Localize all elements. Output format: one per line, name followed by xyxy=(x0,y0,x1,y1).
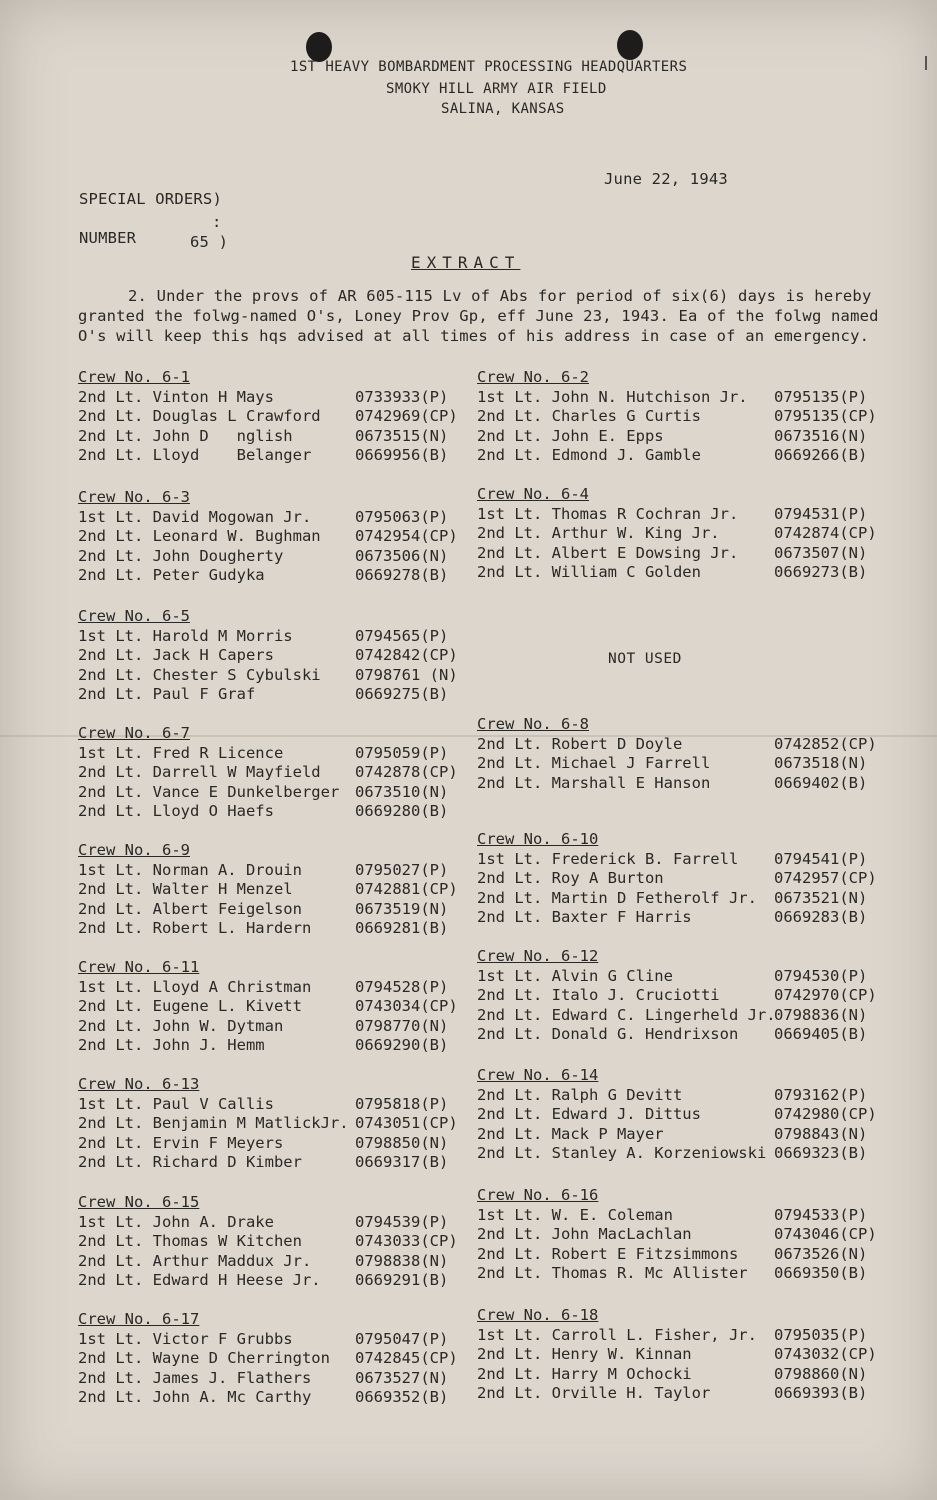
officer-serial: 0798860(N) xyxy=(774,1364,868,1383)
leave-paragraph: 2. Under the provs of AR 605-115 Lv of Abs for period of six(6) days is hereby granted the folwg-named O's, Loney Prov Gp, eff June 23, 1943. Ea of the folwg named O's will keep this hqs advised at all times of his address in case of an emergency. xyxy=(78,287,879,345)
officer-name: 1st Lt. Harold M Morris xyxy=(78,626,293,645)
crew-block xyxy=(477,368,877,466)
crew-member-row xyxy=(477,1085,868,1106)
crew-member-row xyxy=(78,919,449,939)
officer-name: 2nd Lt. John Dougherty xyxy=(78,546,284,565)
officer-name: 2nd Lt. Albert E Dowsing Jr. xyxy=(477,543,739,562)
officer-serial: 0673507(N) xyxy=(774,543,868,562)
officer-serial: 0669280(B) xyxy=(355,802,449,820)
crew-block xyxy=(477,1066,877,1164)
crew-title: Crew No. 6-11 xyxy=(78,958,200,976)
officer-serial: 0673526(N) xyxy=(774,1244,868,1263)
crew-member-row xyxy=(477,1105,877,1125)
number-label: NUMBER xyxy=(79,229,137,247)
crew-title: Crew No. 6-4 xyxy=(477,485,589,503)
officer-name: 1st Lt. Alvin G Cline xyxy=(477,966,673,985)
crew-member-row xyxy=(477,1384,868,1404)
officer-serial: 0795035(P) xyxy=(774,1325,868,1344)
crew-member-row xyxy=(477,1124,868,1145)
officer-name: 2nd Lt. Edward J. Dittus xyxy=(477,1105,701,1123)
crew-title: Crew No. 6-3 xyxy=(78,488,190,506)
officer-serial: 0795059(P) xyxy=(355,743,449,762)
officer-serial: 0669291(B) xyxy=(355,1271,449,1289)
officer-serial: 0743034(CP) xyxy=(355,997,458,1015)
crew-block xyxy=(78,841,458,939)
crew-title: Crew No. 6-9 xyxy=(78,841,190,859)
crew-member-row xyxy=(78,1368,449,1389)
officer-serial: 0673515(N) xyxy=(355,426,449,445)
crew-title: Crew No. 6-12 xyxy=(477,947,599,965)
officer-name: 1st Lt. Carroll L. Fisher, Jr. xyxy=(477,1325,757,1344)
officer-serial: 0795047(P) xyxy=(355,1329,449,1348)
crew-member-row xyxy=(78,446,449,466)
crew-member-row xyxy=(78,685,449,705)
officer-serial: 0794539(P) xyxy=(355,1212,449,1231)
crew-member-row xyxy=(78,1329,449,1350)
crew-member-row xyxy=(78,763,458,783)
officer-serial: 0794530(P) xyxy=(774,966,868,985)
crew-member-row xyxy=(477,1325,868,1346)
officer-name: 1st Lt. Frederick B. Farrell xyxy=(477,849,739,868)
officer-name: 2nd Lt. John D nglish xyxy=(78,426,293,445)
officer-name: 2nd Lt. Edward C. Lingerheld Jr. xyxy=(477,1005,776,1024)
crew-member-row xyxy=(78,426,449,447)
officer-serial: 0669350(B) xyxy=(774,1264,868,1282)
crew-member-row xyxy=(78,1388,449,1408)
crew-member-row xyxy=(78,507,449,528)
crew-member-row xyxy=(78,1094,449,1115)
officer-name: 2nd Lt. Vinton H Mays xyxy=(78,387,274,406)
crew-title: Crew No. 6-8 xyxy=(477,715,589,733)
crew-member-row xyxy=(477,986,877,1006)
crew-block xyxy=(78,1310,458,1408)
officer-serial: 0669402(B) xyxy=(774,773,868,792)
officer-name: 2nd Lt. Charles G Curtis xyxy=(477,407,701,425)
crew-block xyxy=(78,368,458,466)
crew-member-row xyxy=(78,743,449,764)
officer-name: 2nd Lt. John A. Mc Carthy xyxy=(78,1388,312,1406)
officer-name: 2nd Lt. Stanley A. Korzeniowski xyxy=(477,1144,767,1162)
crew-member-row xyxy=(78,646,458,666)
crew-member-row xyxy=(477,1244,868,1265)
officer-name: 2nd Lt. John MacLachlan xyxy=(477,1225,692,1243)
order-date: June 22, 1943 xyxy=(604,170,728,188)
crew-member-row xyxy=(477,426,868,447)
crew-member-row xyxy=(477,908,868,928)
crew-member-row xyxy=(78,899,449,920)
officer-name: 2nd Lt. Italo J. Cruciotti xyxy=(477,986,720,1004)
officer-name: 2nd Lt. Roy A Burton xyxy=(477,869,664,887)
crew-member-row xyxy=(78,1133,449,1154)
officer-name: 2nd Lt. Richard D Kimber xyxy=(78,1153,302,1171)
officer-serial: 0798770(N) xyxy=(355,1016,449,1035)
officer-name: 1st Lt. W. E. Coleman xyxy=(477,1205,673,1224)
officer-name: 2nd Lt. Albert Feigelson xyxy=(78,899,302,918)
officer-name: 2nd Lt. Martin D Fetherolf Jr. xyxy=(477,888,757,907)
crew-member-row xyxy=(477,754,868,774)
crew-member-row xyxy=(477,1345,877,1365)
crew-block xyxy=(78,958,458,1056)
officer-serial: 0742969(CP) xyxy=(355,407,458,425)
officer-serial: 0669323(B) xyxy=(774,1144,868,1162)
punch-hole-right xyxy=(617,30,643,60)
officer-name: 1st Lt. Paul V Callis xyxy=(78,1094,274,1113)
officer-name: 2nd Lt. Robert L. Hardern xyxy=(78,919,312,937)
crew-member-row xyxy=(78,626,449,647)
officer-name: 2nd Lt. Marshall E Hanson xyxy=(477,773,711,792)
extract-title: EXTRACT xyxy=(411,253,521,272)
officer-name: 2nd Lt. Eugene L. Kivett xyxy=(78,997,302,1015)
officer-name: 2nd Lt. Edward H Heese Jr. xyxy=(78,1271,321,1289)
officer-name: 2nd Lt. Darrell W Mayfield xyxy=(78,763,321,781)
crew-block xyxy=(477,830,877,928)
officer-serial: 0669317(B) xyxy=(355,1153,449,1171)
officer-serial: 0669281(B) xyxy=(355,919,449,937)
officer-serial: 0794565(P) xyxy=(355,626,449,645)
crew-member-row xyxy=(477,1364,868,1385)
officer-serial: 0669956(B) xyxy=(355,446,449,464)
officer-serial: 0742881(CP) xyxy=(355,880,458,898)
crew-member-row xyxy=(477,1225,877,1245)
officer-name: 2nd Lt. Baxter F Harris xyxy=(477,908,692,926)
crew-member-row xyxy=(78,1232,458,1252)
crew-member-row xyxy=(78,566,449,586)
officer-serial: 0673506(N) xyxy=(355,546,449,565)
officer-serial: 0673516(N) xyxy=(774,426,868,445)
officer-name: 2nd Lt. Michael J Farrell xyxy=(477,754,711,772)
officer-name: 2nd Lt. Orville H. Taylor xyxy=(477,1384,711,1402)
officer-name: 2nd Lt. John E. Epps xyxy=(477,426,664,445)
crew-member-row xyxy=(477,1264,868,1284)
crew-member-row xyxy=(477,446,868,466)
crew-member-row xyxy=(78,1114,458,1134)
officer-name: 1st Lt. John A. Drake xyxy=(78,1212,274,1231)
officer-name: 1st Lt. David Mogowan Jr. xyxy=(78,507,312,526)
officer-name: 1st Lt. John N. Hutchison Jr. xyxy=(477,387,748,406)
crew-member-row xyxy=(78,880,458,900)
crew-title: Crew No. 6-10 xyxy=(477,830,599,848)
officer-serial: 0669275(B) xyxy=(355,685,449,703)
crew-member-row xyxy=(477,387,868,408)
officer-name: 2nd Lt. Wayne D Cherrington xyxy=(78,1349,330,1367)
crew-block xyxy=(477,715,877,793)
crew-member-row xyxy=(477,773,868,794)
officer-serial: 0669273(B) xyxy=(774,563,868,581)
officer-serial: 0669393(B) xyxy=(774,1384,868,1402)
crew-member-row xyxy=(78,1271,449,1291)
crew-member-row xyxy=(477,1025,868,1045)
crew-title: Crew No. 6-2 xyxy=(477,368,589,386)
crew-member-row xyxy=(78,782,449,803)
crew-member-row xyxy=(78,1016,449,1037)
officer-serial: 0743032(CP) xyxy=(774,1345,877,1363)
officer-serial: 0795027(P) xyxy=(355,860,449,879)
officer-name: 2nd Lt. Douglas L Crawford xyxy=(78,407,321,425)
crew-member-row xyxy=(78,407,458,427)
officer-name: 2nd Lt. Robert E Fitzsimmons xyxy=(477,1244,739,1263)
officer-name: 2nd Lt. Vance E Dunkelberger xyxy=(78,782,340,801)
crew-block xyxy=(477,1306,877,1404)
crew-member-row xyxy=(78,977,449,998)
officer-name: 1st Lt. Victor F Grubbs xyxy=(78,1329,293,1348)
crew-member-row xyxy=(477,849,868,870)
officer-serial: 0673521(N) xyxy=(774,888,868,907)
crew-member-row xyxy=(78,1212,449,1233)
crew-title: Crew No. 6-1 xyxy=(78,368,190,386)
officer-serial: 0742874(CP) xyxy=(774,524,877,542)
officer-name: 2nd Lt. Mack P Mayer xyxy=(477,1124,664,1143)
officer-serial: 0795063(P) xyxy=(355,507,449,526)
edge-mark xyxy=(925,56,927,70)
officer-serial: 0742957(CP) xyxy=(774,869,877,887)
officer-serial: 0669352(B) xyxy=(355,1388,449,1406)
officer-name: 1st Lt. Lloyd A Christman xyxy=(78,977,312,996)
officer-serial: 0794528(P) xyxy=(355,977,449,996)
officer-name: 2nd Lt. Ervin F Meyers xyxy=(78,1133,284,1152)
crew-member-row xyxy=(78,1251,449,1272)
officer-serial: 0742845(CP) xyxy=(355,1349,458,1367)
crew-member-row xyxy=(477,1144,868,1164)
officer-name: 1st Lt. Thomas R Cochran Jr. xyxy=(477,504,739,523)
header-line-1: 1ST HEAVY BOMBARDMENT PROCESSING HEADQUARTERS xyxy=(290,59,688,75)
officer-name: 2nd Lt. James J. Flathers xyxy=(78,1368,312,1387)
officer-serial: 0794531(P) xyxy=(774,504,868,523)
officer-serial: 0673527(N) xyxy=(355,1368,449,1387)
officer-serial: 0795135(P) xyxy=(774,387,868,406)
officer-serial: 0743033(CP) xyxy=(355,1232,458,1250)
number-value: 65 ) xyxy=(190,233,229,251)
crew-member-row xyxy=(78,997,458,1017)
crew-member-row xyxy=(477,1205,868,1226)
officer-serial: 0742842(CP) xyxy=(355,646,458,664)
officer-name: 2nd Lt. William C Golden xyxy=(477,563,701,581)
officer-name: 2nd Lt. Donald G. Hendrixson xyxy=(477,1025,739,1043)
crew-block xyxy=(78,607,458,705)
officer-serial: 0669278(B) xyxy=(355,566,449,584)
header-line-3: SALINA, KANSAS xyxy=(441,101,565,117)
header-line-2: SMOKY HILL ARMY AIR FIELD xyxy=(386,81,607,97)
officer-serial: 0673519(N) xyxy=(355,899,449,918)
officer-serial: 0795818(P) xyxy=(355,1094,449,1113)
crew-title: Crew No. 6-14 xyxy=(477,1066,599,1084)
crew-member-row xyxy=(78,546,449,567)
crew-block xyxy=(477,485,877,583)
crew-member-row xyxy=(78,860,449,881)
officer-serial: 0669283(B) xyxy=(774,908,868,926)
crew-title: Crew No. 6-13 xyxy=(78,1075,200,1093)
crew-member-row xyxy=(78,665,458,686)
not-used-label: NOT USED xyxy=(608,651,682,667)
crew-block xyxy=(78,488,458,586)
officer-serial: 0794541(P) xyxy=(774,849,868,868)
officer-serial: 0794533(P) xyxy=(774,1205,868,1224)
crew-block xyxy=(477,1186,877,1284)
crew-member-row xyxy=(477,563,868,583)
officer-name: 2nd Lt. Harry M Ochocki xyxy=(477,1364,692,1383)
crew-member-row xyxy=(78,1153,449,1173)
crew-title: Crew No. 6-16 xyxy=(477,1186,599,1204)
crew-title: Crew No. 6-5 xyxy=(78,607,190,625)
officer-name: 2nd Lt. John W. Dytman xyxy=(78,1016,284,1035)
crew-title: Crew No. 6-7 xyxy=(78,724,190,742)
officer-name: 2nd Lt. Edmond J. Gamble xyxy=(477,446,701,464)
officer-serial: 0742970(CP) xyxy=(774,986,877,1004)
crew-member-row xyxy=(78,387,449,408)
officer-name: 2nd Lt. Thomas R. Mc Allister xyxy=(477,1264,748,1282)
crew-member-row xyxy=(477,888,868,909)
officer-name: 2nd Lt. John J. Hemm xyxy=(78,1036,265,1054)
crew-title: Crew No. 6-15 xyxy=(78,1193,200,1211)
officer-name: 1st Lt. Fred R Licence xyxy=(78,743,284,762)
crew-member-row xyxy=(78,1349,458,1369)
crew-member-row xyxy=(477,966,868,987)
officer-serial: 0669290(B) xyxy=(355,1036,449,1054)
crew-block xyxy=(477,947,877,1045)
officer-serial: 0673518(N) xyxy=(774,754,868,772)
crew-member-row xyxy=(477,869,877,889)
crew-member-row xyxy=(477,504,868,525)
officer-name: 2nd Lt. Henry W. Kinnan xyxy=(477,1345,692,1363)
officer-name: 2nd Lt. Thomas W Kitchen xyxy=(78,1232,302,1250)
officer-name: 2nd Lt. Benjamin M MatlickJr. xyxy=(78,1114,349,1132)
officer-serial: 0793162(P) xyxy=(774,1085,868,1104)
officer-serial: 0798850(N) xyxy=(355,1133,449,1152)
officer-name: 2nd Lt. Robert D Doyle xyxy=(477,734,683,753)
officer-serial: 0798843(N) xyxy=(774,1124,868,1143)
crew-member-row xyxy=(477,524,877,544)
officer-serial: 0742852(CP) xyxy=(774,734,877,753)
crew-block xyxy=(78,1075,458,1173)
officer-name: 1st Lt. Norman A. Drouin xyxy=(78,860,302,879)
crew-member-row xyxy=(477,543,868,564)
officer-serial: 0742954(CP) xyxy=(355,527,458,545)
officer-serial: 0669405(B) xyxy=(774,1025,868,1043)
officer-name: 2nd Lt. Paul F Graf xyxy=(78,685,256,703)
officer-name: 2nd Lt. Chester S Cybulski xyxy=(78,665,321,684)
special-orders-colon: : xyxy=(212,213,222,231)
crew-member-row xyxy=(78,1036,449,1056)
officer-serial: 0669266(B) xyxy=(774,446,868,464)
officer-serial: 0742980(CP) xyxy=(774,1105,877,1123)
officer-serial: 0742878(CP) xyxy=(355,763,458,781)
officer-name: 2nd Lt. Peter Gudyka xyxy=(78,566,265,584)
crew-member-row xyxy=(78,527,458,547)
officer-serial: 0733933(P) xyxy=(355,387,449,406)
crew-title: Crew No. 6-18 xyxy=(477,1306,599,1324)
officer-serial: 0798836(N) xyxy=(774,1005,868,1024)
officer-name: 2nd Lt. Lloyd O Haefs xyxy=(78,802,274,820)
officer-serial: 0743051(CP) xyxy=(355,1114,458,1132)
crew-member-row xyxy=(477,1005,868,1026)
officer-name: 2nd Lt. Leonard W. Bughman xyxy=(78,527,321,545)
officer-serial: 0798838(N) xyxy=(355,1251,449,1270)
officer-name: 2nd Lt. Arthur Maddux Jr. xyxy=(78,1251,312,1270)
crew-member-row xyxy=(477,407,877,427)
special-orders-label: SPECIAL ORDERS) xyxy=(79,190,222,208)
officer-name: 2nd Lt. Walter H Menzel xyxy=(78,880,293,898)
crew-title: Crew No. 6-17 xyxy=(78,1310,200,1328)
crew-block xyxy=(78,1193,458,1291)
officer-name: 2nd Lt. Jack H Capers xyxy=(78,646,274,664)
officer-serial: 0795135(CP) xyxy=(774,407,877,425)
officer-serial: 0798761 (N) xyxy=(355,665,458,684)
crew-block xyxy=(78,724,458,822)
crew-member-row xyxy=(78,802,449,822)
crew-member-row xyxy=(477,734,877,755)
officer-name: 2nd Lt. Ralph G Devitt xyxy=(477,1085,683,1104)
officer-name: 2nd Lt. Arthur W. King Jr. xyxy=(477,524,720,542)
officer-serial: 0743046(CP) xyxy=(774,1225,877,1243)
officer-serial: 0673510(N) xyxy=(355,782,449,801)
officer-name: 2nd Lt. Lloyd Belanger xyxy=(78,446,312,464)
